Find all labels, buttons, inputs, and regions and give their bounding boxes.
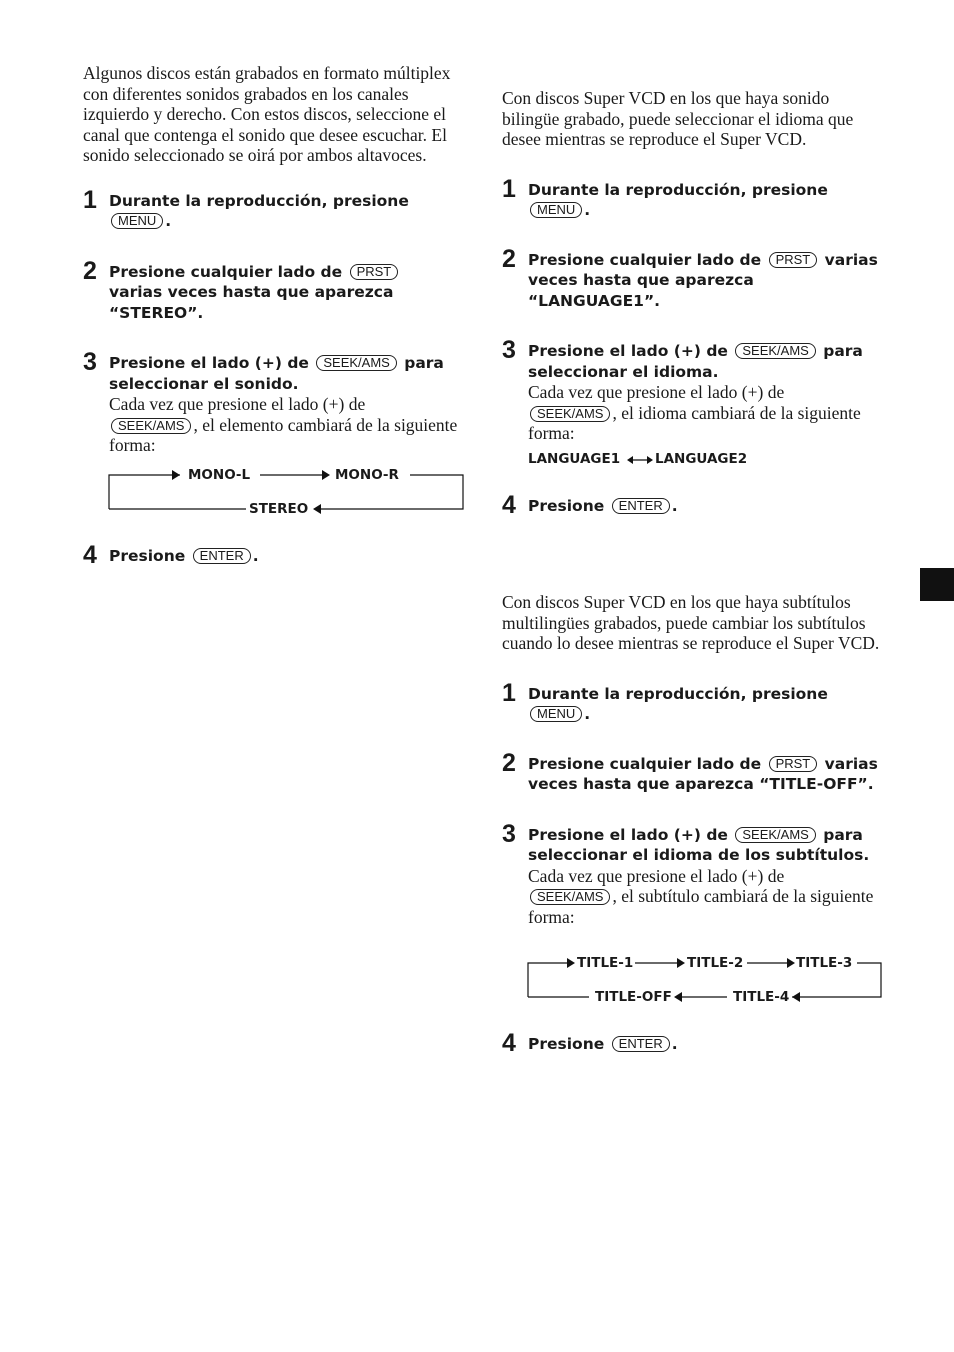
step-number: 1 (502, 678, 516, 707)
step-heading (528, 341, 882, 382)
mono-r-label: MONO-R (335, 467, 399, 483)
step-text: Presione (528, 1035, 605, 1053)
step-3 (502, 819, 882, 928)
punct: . (584, 705, 591, 723)
body-text: , el subtítulo cambiará de la siguiente forma: (528, 886, 874, 927)
punct: . (165, 212, 172, 230)
step-number: 1 (83, 185, 97, 214)
step-text: Presione cualquier lado de (528, 754, 762, 773)
step-heading (109, 353, 458, 394)
step-number: 4 (502, 491, 516, 519)
step-text: Durante la reproducción, presione (528, 180, 828, 199)
body-text: , el idioma cambiará de la siguiente forma: (528, 402, 861, 443)
step-number: 1 (502, 174, 516, 203)
punct: . (252, 547, 259, 565)
step-heading (109, 191, 458, 232)
title-3-label: TITLE-3 (796, 955, 853, 971)
step-text: varias veces hasta que aparezca “STEREO”. (109, 283, 394, 322)
step-text: varias veces hasta que aparezca “TITLE-OFF”. (528, 754, 878, 793)
step-heading (528, 825, 882, 866)
step-4 (502, 491, 882, 519)
step-heading (528, 1034, 882, 1055)
seek-ams-button-label: SEEK/AMS (111, 418, 191, 434)
step-number: 4 (502, 1029, 516, 1057)
step-heading (528, 754, 882, 795)
body-text: Cada vez que presione el lado (+) de (109, 394, 366, 414)
title-off-label: TITLE-OFF (595, 989, 672, 1005)
step-number: 2 (502, 748, 516, 777)
prst-button-label: PRST (769, 756, 818, 772)
step-2 (502, 244, 882, 312)
seek-ams-button-label: SEEK/AMS (735, 343, 815, 359)
step-text: Durante la reproducción, presione (528, 684, 828, 703)
body-text: Cada vez que presione el lado (+) de (528, 382, 785, 402)
step-number: 3 (502, 819, 516, 848)
subtitle-cycle-diagram (527, 954, 887, 1010)
section-tab-marker (920, 568, 954, 601)
step-heading (528, 684, 882, 725)
right-column-subtitles (502, 592, 882, 927)
step-heading (528, 180, 882, 221)
step-text: para seleccionar el idioma. (528, 342, 863, 381)
seek-ams-button-label: SEEK/AMS (316, 355, 396, 371)
step-heading (528, 496, 882, 517)
seek-ams-button-label: SEEK/AMS (530, 406, 610, 422)
body-text: Cada vez que presione el lado (+) de (528, 865, 785, 886)
left-column (83, 63, 458, 456)
step-text: Presione (528, 497, 605, 515)
step-number: 4 (83, 541, 97, 569)
step-heading (109, 262, 458, 324)
title-1-label: TITLE-1 (577, 955, 634, 971)
step-2 (502, 748, 882, 795)
intro-text: Con discos Super VCD en los que haya sonido bilingüe grabado, puede seleccionar el idioma que desee mientras se reproduce el Super VCD. (502, 88, 854, 149)
step-text: Presione el lado (+) de (109, 354, 309, 372)
language-toggle-diagram (528, 450, 768, 470)
step-number: 2 (502, 244, 516, 273)
step-body (528, 866, 882, 928)
right2-step-4 (502, 1029, 882, 1057)
step-text: Presione cualquier lado de (528, 250, 762, 269)
punct: . (671, 497, 678, 515)
step-text: Presione el lado (+) de (528, 342, 728, 360)
step-number: 3 (502, 336, 516, 364)
menu-button-label: MENU (111, 213, 163, 229)
step-heading (109, 546, 458, 567)
step-text: Presione (109, 547, 186, 565)
step-number: 2 (83, 256, 97, 285)
menu-button-label: MENU (530, 202, 582, 218)
step-text: Presione el lado (+) de (528, 825, 728, 844)
step-heading (528, 250, 882, 312)
step-1 (502, 174, 882, 221)
step-body (528, 382, 882, 444)
punct: . (584, 201, 591, 219)
mono-l-label: MONO-L (188, 467, 251, 483)
left-step-4 (83, 541, 458, 569)
step-body (109, 394, 458, 456)
enter-button-label: ENTER (612, 498, 670, 514)
right-column-audio-language (502, 88, 882, 444)
stereo-cycle-diagram (108, 466, 468, 522)
step-text: para seleccionar el idioma de los subtítulos. (528, 825, 870, 864)
bidirectional-arrow-icon (626, 450, 656, 470)
step-4 (83, 541, 458, 569)
step-3 (83, 348, 458, 456)
seek-ams-button-label: SEEK/AMS (530, 889, 610, 905)
enter-button-label: ENTER (193, 548, 251, 564)
step-number: 3 (83, 348, 97, 376)
step-1 (502, 678, 882, 725)
step-4 (502, 1029, 882, 1057)
menu-button-label: MENU (530, 706, 582, 722)
step-text: para seleccionar el sonido. (109, 354, 444, 393)
right1-step-4 (502, 491, 882, 519)
stereo-label: STEREO (249, 501, 309, 517)
step-text: Presione cualquier lado de (109, 262, 343, 281)
body-text: , el elemento cambiará de la siguiente forma: (109, 414, 458, 455)
title-2-label: TITLE-2 (687, 955, 744, 971)
title-4-label: TITLE-4 (733, 989, 790, 1005)
language2-label: LANGUAGE2 (655, 451, 748, 467)
enter-button-label: ENTER (612, 1036, 670, 1052)
step-2 (83, 256, 458, 324)
intro-text: Con discos Super VCD en los que haya subtítulos multilingües grabados, puede cambiar los subtítulos cuando lo desee mientras se reproduce el Super VCD. (502, 592, 880, 653)
punct: . (671, 1035, 678, 1053)
step-text: varias veces hasta que aparezca “LANGUAGE1”. (528, 250, 878, 310)
language1-label: LANGUAGE1 (528, 451, 621, 467)
prst-button-label: PRST (769, 252, 818, 268)
intro-text: Algunos discos están grabados en formato múltiplex con diferentes sonidos grabados en los canales izquierdo y derecho. Con estos discos, seleccione el canal que contenga el sonido que desee escuchar. El sonido seleccionado se oirá por ambos altavoces. (83, 63, 451, 165)
seek-ams-button-label: SEEK/AMS (735, 827, 815, 843)
prst-button-label: PRST (350, 264, 399, 280)
step-text: Durante la reproducción, presione (109, 191, 409, 210)
step-1 (83, 185, 458, 232)
step-3 (502, 336, 882, 444)
